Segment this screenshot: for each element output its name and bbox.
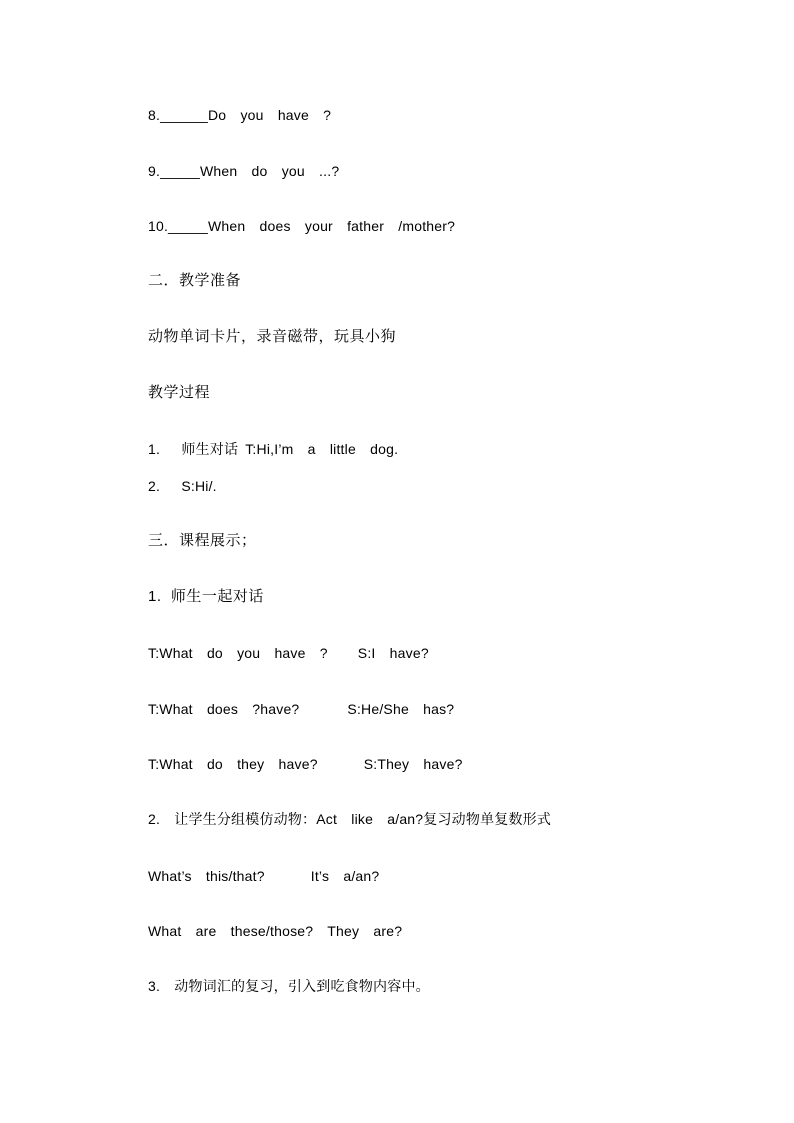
dialog-teacher: T:What do you have ?	[148, 645, 328, 661]
dialog-student: S:I have?	[357, 645, 429, 661]
question-10: 10._____When does your father /mother?	[148, 218, 456, 234]
section-heading-display: 三．课程展示；	[148, 532, 257, 549]
dialog-student: S:They have?	[363, 756, 463, 772]
dialog-teacher: T:What does ?have?	[148, 701, 300, 717]
process-step-1: 1. 师生对话 T:Hi,I’m a little dog.	[148, 441, 399, 457]
dialog-row	[148, 700, 454, 718]
pattern-answer: They are?	[327, 923, 403, 939]
display-item-2: 2. 让学生分组模仿动物：Act like a/an?复习动物单复数形式	[148, 811, 552, 827]
dialog-student: S:He/She has?	[347, 701, 455, 717]
dialog-row	[148, 644, 429, 662]
pattern-row	[148, 867, 379, 885]
display-item-3: 3. 动物词汇的复习，引入到吃食物内容中。	[148, 978, 430, 994]
pattern-row	[148, 922, 402, 940]
dialog-row	[148, 755, 463, 773]
pattern-question: What are these/those?	[148, 923, 314, 939]
materials-text: 动物单词卡片，录音磁带，玩具小狗	[148, 328, 397, 345]
question-9: 9._____When do you ...?	[148, 163, 340, 179]
dialog-teacher: T:What do they have?	[148, 756, 318, 772]
display-item-1: 1. 师生一起对话	[148, 588, 264, 605]
pattern-answer: It’s a/an?	[310, 868, 380, 884]
process-heading: 教学过程	[148, 384, 211, 401]
pattern-question: What’s this/that?	[148, 868, 265, 884]
section-heading-preparation: 二．教学准备	[148, 272, 242, 289]
question-8: 8.______Do you have ?	[148, 107, 332, 123]
process-step-2: 2. S:Hi/.	[148, 478, 217, 494]
